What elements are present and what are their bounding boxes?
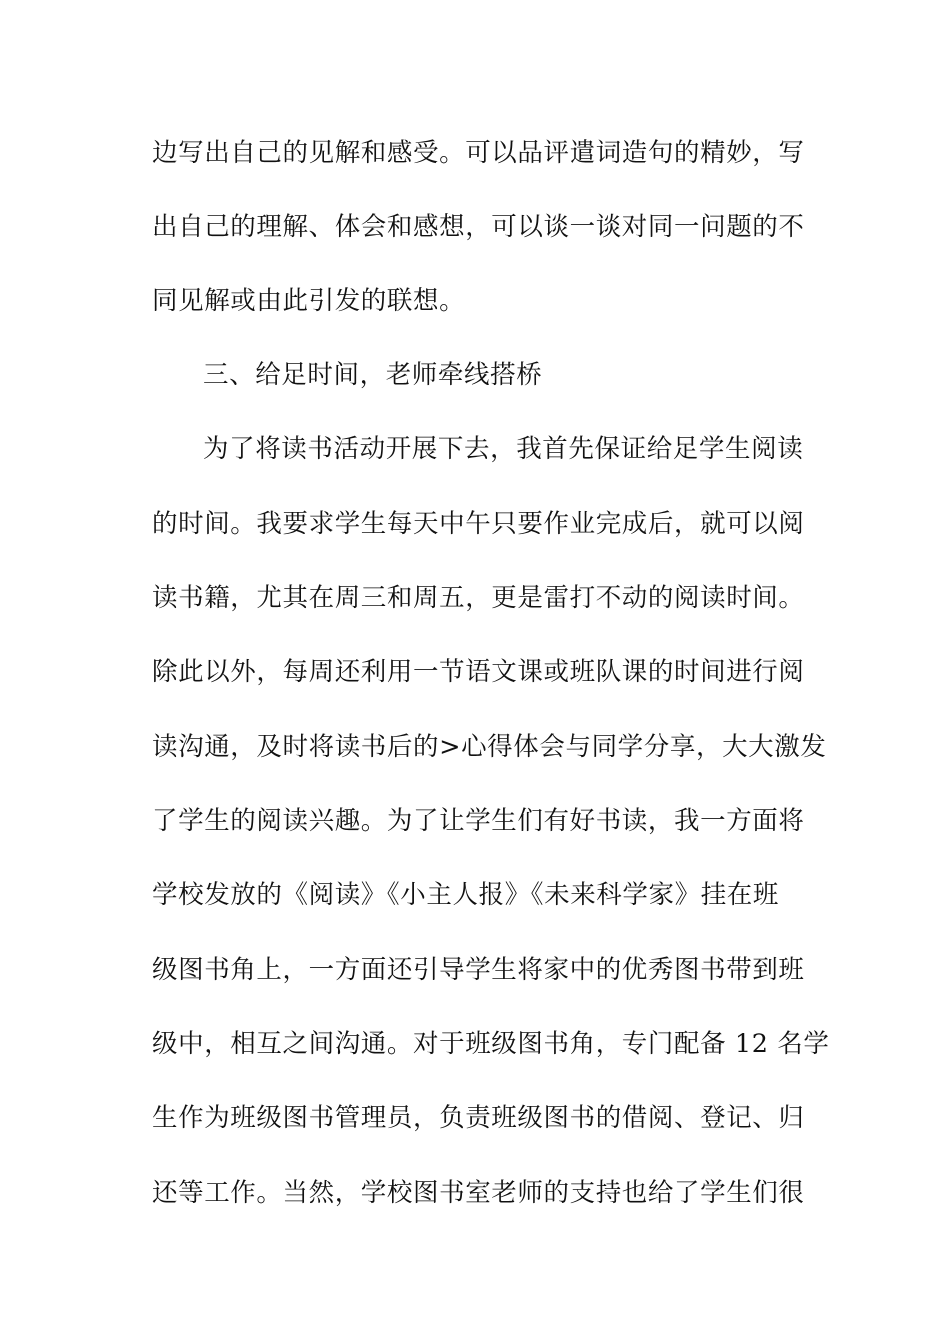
text-line-9: 读沟通，及时将读书后的>心得体会与同学分享，大大激发: [152, 732, 827, 762]
text-line-7: 读书籍，尤其在周三和周五，更是雷打不动的阅读时间。: [152, 583, 805, 613]
text-line-15: 还等工作。当然，学校图书室老师的支持也给了学生们很: [152, 1178, 805, 1208]
text-line-1: 边写出自己的见解和感受。可以品评遣词造句的精妙，写: [152, 138, 805, 168]
text-line-10: 了学生的阅读兴趣。为了让学生们有好书读，我一方面将: [152, 806, 805, 836]
text-line-11: 学校发放的《阅读》《小主人报》《未来科学家》挂在班: [152, 880, 780, 910]
text-line-6: 的时间。我要求学生每天中午只要作业完成后，就可以阅: [152, 509, 805, 539]
text-line-12: 级图书角上，一方面还引导学生将家中的优秀图书带到班: [152, 955, 805, 985]
text-line-14: 生作为班级图书管理员，负责班级图书的借阅、登记、归: [152, 1103, 805, 1133]
text-line-3: 同见解或由此引发的联想。: [152, 286, 466, 316]
text-line-8: 除此以外，每周还利用一节语文课或班队课的时间进行阅: [152, 657, 805, 687]
section-heading: 三、给足时间，老师牵线搭桥: [203, 360, 543, 390]
text-line-2: 出自己的理解、体会和感想，可以谈一谈对同一问题的不: [152, 212, 805, 242]
text-line-13: 级中，相互之间沟通。对于班级图书角，专门配备 12 名学: [152, 1029, 830, 1059]
text-line-5: 为了将读书活动开展下去，我首先保证给足学生阅读: [203, 434, 804, 464]
